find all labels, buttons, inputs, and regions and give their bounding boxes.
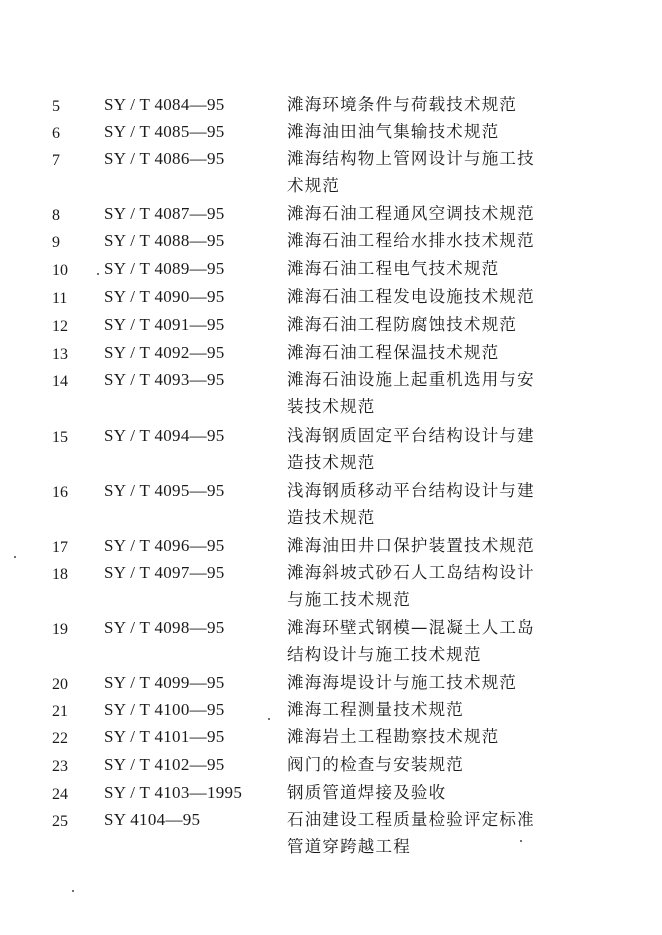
title-line: 造技术规范 [287, 508, 376, 527]
title-line: 结构设计与施工技术规范 [287, 645, 482, 664]
title-line: 滩海石油工程保温技术规范 [287, 343, 500, 362]
title-line: 浅海钢质移动平台结构设计与建 [287, 481, 535, 500]
title-line: 滩海斜坡式砂石人工岛结构设计 [287, 563, 535, 582]
title-line: 阀门的检查与安装规范 [287, 755, 464, 774]
standard-code: SY / T 4099—95 [104, 673, 225, 692]
standard-code: SY / T 4085—95 [104, 122, 225, 141]
standard-code: SY / T 4098—95 [104, 618, 225, 637]
scan-speck [268, 718, 270, 720]
item-number: 24 [52, 786, 68, 803]
title-line: 石油建设工程质量检验评定标准 [287, 810, 535, 829]
scan-speck [97, 273, 99, 275]
standard-title [287, 422, 562, 476]
item-number: 20 [52, 676, 68, 693]
title-line: 滩海海堤设计与施工技术规范 [287, 673, 518, 692]
standard-code: SY / T 4097—95 [104, 563, 225, 582]
item-number: 9 [52, 234, 60, 251]
item-number: 15 [52, 429, 68, 446]
title-line: 滩海环境条件与荷载技术规范 [287, 95, 518, 114]
standard-code: SY / T 4101—95 [104, 727, 225, 746]
item-number: 6 [52, 125, 60, 142]
title-line: 装技术规范 [287, 397, 376, 416]
standard-title [287, 559, 562, 613]
title-line: 滩海油田油气集输技术规范 [287, 122, 500, 141]
title-line: 管道穿跨越工程 [287, 837, 411, 856]
title-line: 滩海石油工程电气技术规范 [287, 259, 500, 278]
title-line: 钢质管道焊接及验收 [287, 783, 447, 802]
standard-code: SY / T 4093—95 [104, 370, 225, 389]
standard-code: SY / T 4102—95 [104, 755, 225, 774]
standard-code: SY / T 4092—95 [104, 343, 225, 362]
standard-code: SY / T 4089—95 [104, 259, 225, 278]
item-number: 17 [52, 539, 68, 556]
item-number: 14 [52, 373, 68, 390]
standard-title [287, 477, 562, 531]
title-line: 与施工技术规范 [287, 590, 411, 609]
title-line: 术规范 [287, 176, 341, 195]
item-number: 21 [52, 703, 68, 720]
title-line: 滩海工程测量技术规范 [287, 700, 464, 719]
item-number: 18 [52, 566, 68, 583]
standard-title [287, 723, 562, 750]
standard-code: SY / T 4103—1995 [104, 783, 243, 802]
title-line: 滩海石油设施上起重机选用与安 [287, 370, 535, 389]
standard-code: SY / T 4095—95 [104, 481, 225, 500]
title-line: 滩海结构物上管网设计与施工技 [287, 149, 535, 168]
title-line: 滩海岩土工程勘察技术规范 [287, 727, 500, 746]
title-line: 滩海石油工程发电设施技术规范 [287, 287, 535, 306]
title-line: 浅海钢质固定平台结构设计与建 [287, 426, 535, 445]
standard-title [287, 118, 562, 145]
standard-code: SY / T 4084—95 [104, 95, 225, 114]
item-number: 8 [52, 207, 60, 224]
standard-title [287, 696, 562, 723]
standard-title [287, 255, 562, 282]
standard-title [287, 366, 562, 420]
item-number: 10 [52, 262, 68, 279]
standard-code: SY / T 4088—95 [104, 231, 225, 250]
title-line: 滩海石油工程给水排水技术规范 [287, 231, 535, 250]
standard-title [287, 779, 562, 806]
item-number: 16 [52, 484, 68, 501]
scan-speck [14, 556, 16, 558]
item-number: 7 [52, 152, 60, 169]
standard-code: SY 4104—95 [104, 810, 201, 829]
title-line: 滩海石油工程防腐蚀技术规范 [287, 315, 518, 334]
title-line: 造技术规范 [287, 453, 376, 472]
standard-title [287, 311, 562, 338]
standard-title [287, 91, 562, 118]
item-number: 19 [52, 621, 68, 638]
title-line: 滩海环壁式钢模—混凝土人工岛 [287, 618, 535, 637]
standard-code: SY / T 4086—95 [104, 149, 225, 168]
standard-title [287, 227, 562, 254]
item-number: 22 [52, 730, 68, 747]
item-number: 11 [52, 290, 68, 307]
item-number: 25 [52, 813, 68, 830]
scan-speck [72, 890, 74, 892]
title-line: 滩海油田井口保护装置技术规范 [287, 536, 535, 555]
standard-code: SY / T 4091—95 [104, 315, 225, 334]
standard-code: SY / T 4094—95 [104, 426, 225, 445]
standard-code: SY / T 4090—95 [104, 287, 225, 306]
standard-code: SY / T 4100—95 [104, 700, 225, 719]
standard-title [287, 200, 562, 227]
standard-title [287, 806, 562, 860]
standard-title [287, 614, 562, 668]
item-number: 5 [52, 98, 60, 115]
standard-title [287, 339, 562, 366]
title-line: 滩海石油工程通风空调技术规范 [287, 204, 535, 223]
standard-title [287, 145, 562, 199]
standard-title [287, 283, 562, 310]
item-number: 13 [52, 346, 68, 363]
standard-title [287, 751, 562, 778]
standard-title [287, 532, 562, 559]
scan-speck [520, 840, 522, 842]
standard-code: SY / T 4096—95 [104, 536, 225, 555]
standard-title [287, 669, 562, 696]
standard-code: SY / T 4087—95 [104, 204, 225, 223]
item-number: 12 [52, 318, 68, 335]
item-number: 23 [52, 758, 68, 775]
